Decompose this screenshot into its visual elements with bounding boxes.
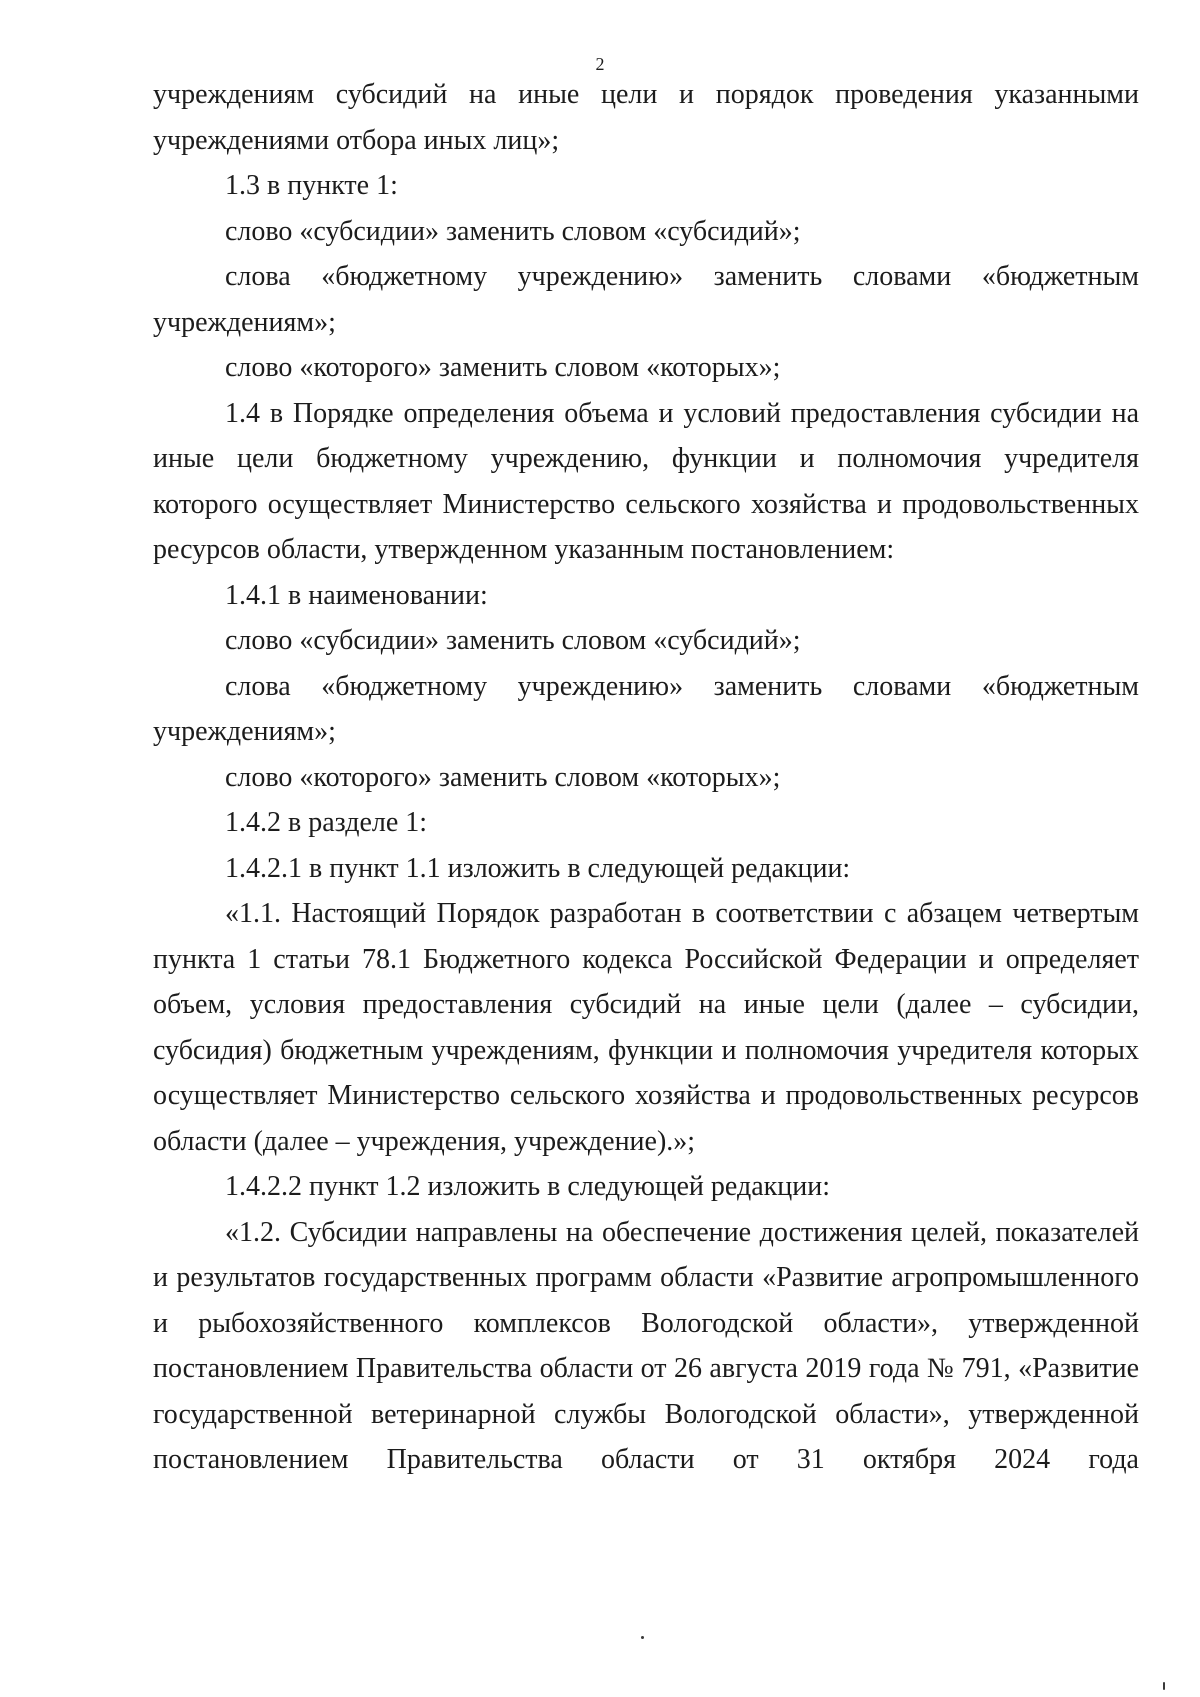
- paragraph: 1.4.2.2 пункт 1.2 изложить в следующей редакции:: [225, 1171, 830, 1202]
- scan-speck: [1163, 1682, 1165, 1690]
- scan-speck: [641, 1636, 644, 1639]
- paragraph: слово «которого» заменить словом «которых»;: [225, 352, 781, 383]
- paragraph: слово «которого» заменить словом «которых»;: [225, 761, 781, 793]
- paragraph: слово «субсидии» заменить словом «субсидий»;: [225, 215, 801, 247]
- paragraph: «1.2. Субсидии направлены на обеспечение достижения целей, показателей и результатов государственных программ области «Развитие агропромышленного и рыбохозяйственного комплексов Вологодской области», утвержденной постановлением Правительства области от 26 августа 2019 года № 791, «Развитие государственной ветеринарной службы Вологодской области», утвержденной постановлением Правительства области от 31 октября 2024 года: [153, 1216, 1139, 1475]
- paragraph: слово «субсидии» заменить словом «субсидий»;: [225, 625, 801, 656]
- paragraph: 1.4.2 в разделе 1:: [225, 807, 428, 838]
- page-number: 2: [595, 54, 605, 74]
- paragraph: слова «бюджетному учреждению» заменить словами «бюджетным учреждениям»;: [153, 261, 1139, 338]
- document-body: [153, 72, 1139, 1483]
- paragraph: 1.4.1 в наименовании:: [225, 579, 488, 611]
- paragraph: слова «бюджетному учреждению» заменить словами «бюджетным учреждениям»;: [153, 670, 1139, 747]
- paragraph: «1.1. Настоящий Порядок разработан в соответствии с абзацем четвертым пункта 1 статьи 78.1 Бюджетного кодекса Российской Федерации и определяет объем, условия предоставления субсидий на иные цели (далее – субсидии, субсидия) бюджетным учреждениям, функции и полномочия учредителя которых осуществляет Министерство сельского хозяйства и продовольственных ресурсов области (далее – учреждения, учреждение).»;: [153, 898, 1139, 1157]
- paragraph: 1.4.2.1 в пункт 1.1 изложить в следующей редакции:: [225, 852, 851, 884]
- paragraph: 1.4 в Порядке определения объема и условий предоставления субсидии на иные цели бюджетному учреждению, функции и полномочия учредителя которого осуществляет Министерство сельского хозяйства и продовольственных ресурсов области, утвержденном указанным постановлением:: [153, 397, 1139, 565]
- paragraph: учреждениям субсидий на иные цели и порядок проведения указанными учреждениями отбора иных лиц»;: [153, 79, 1139, 156]
- paragraph: 1.3 в пункте 1:: [225, 170, 398, 201]
